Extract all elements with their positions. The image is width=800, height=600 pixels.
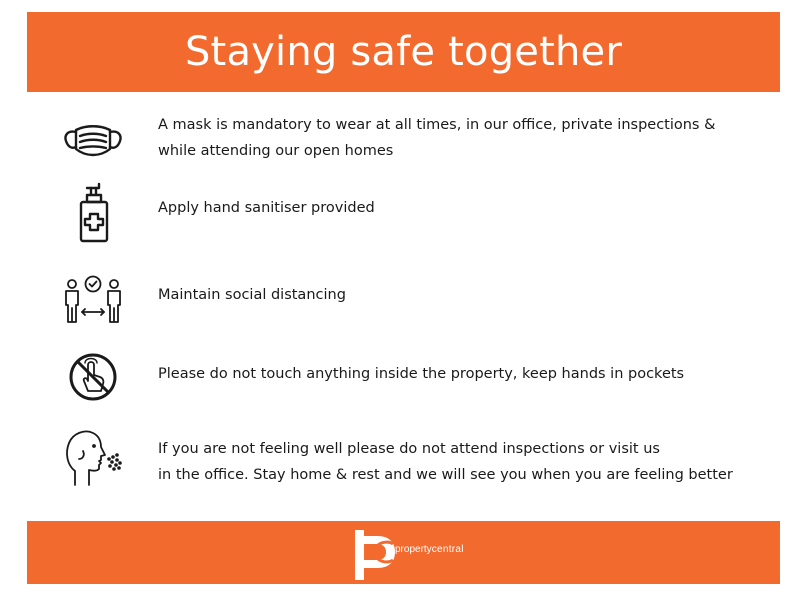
item-text-line: while attending our open homes — [158, 143, 394, 159]
item-text-line: Maintain social distancing — [158, 287, 346, 303]
footer-banner — [27, 521, 780, 584]
social-distancing-icon — [55, 268, 131, 330]
item-text — [158, 361, 778, 387]
item-text — [158, 112, 778, 164]
brand-logo — [353, 526, 463, 582]
title-banner — [27, 12, 780, 92]
item-text-line: A mask is mandatory to wear at all times, in our office, private inspections & — [158, 117, 716, 133]
item-text-line: Please do not touch anything inside the property, keep hands in pockets — [158, 366, 685, 382]
item-text-line: Apply hand sanitiser provided — [158, 200, 375, 216]
item-text — [158, 195, 778, 221]
brand-logo-wordmark — [395, 544, 464, 556]
face-mask-icon — [55, 106, 131, 176]
brand-logo-word-central: central — [431, 544, 464, 555]
hand-sanitiser-icon — [55, 180, 131, 246]
no-touch-icon — [55, 342, 131, 412]
item-text-line: If you are not feeling well please do not attend inspections or visit us — [158, 441, 660, 457]
item-text — [158, 282, 778, 308]
brand-logo-word-property: property — [395, 544, 432, 555]
item-text — [158, 436, 778, 488]
sick-person-icon — [55, 424, 131, 490]
page-title: Staying safe together — [184, 29, 623, 75]
item-text-line: in the office. Stay home & rest and we will see you when you are feeling better — [158, 467, 733, 483]
